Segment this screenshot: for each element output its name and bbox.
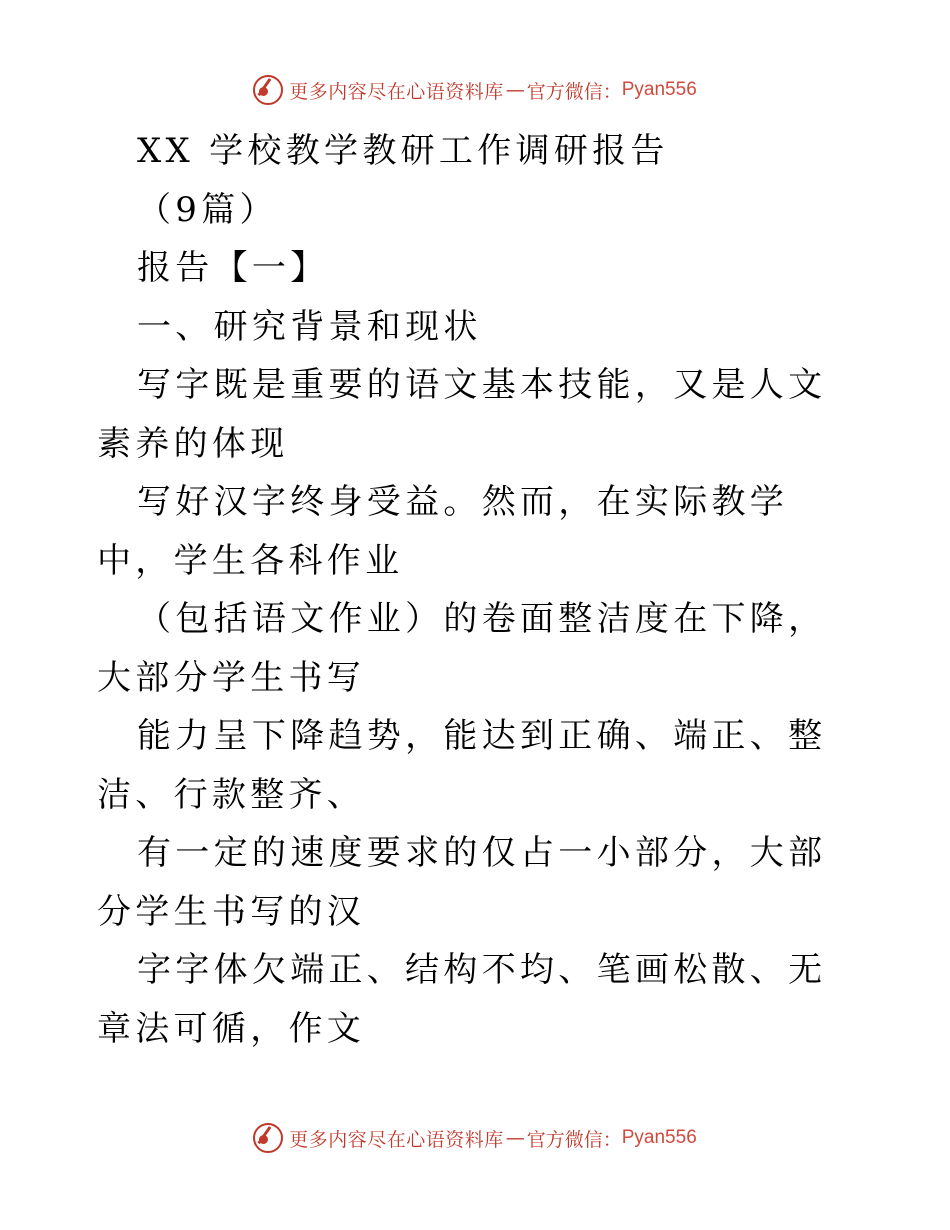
paragraph-line: 能力呈下降趋势，能达到正确、端正、整洁、行款整齐、 xyxy=(97,716,827,815)
wechat-label: 官方微信： xyxy=(526,1128,622,1151)
wechat-id: Pyan556 xyxy=(621,79,697,100)
report-label: 报告【一】 xyxy=(137,248,329,288)
watermark-dash: — xyxy=(505,79,525,101)
footer-watermark xyxy=(0,1118,950,1158)
paragraph-line: 字字体欠端正、结构不均、笔画松散、无章法可循，作文 xyxy=(97,950,827,1049)
section-heading: 一、研究背景和现状 xyxy=(137,306,482,347)
wechat-label: 官方微信： xyxy=(526,80,622,103)
document-subtitle: （9篇） xyxy=(137,189,278,230)
paragraph-line: 有一定的速度要求的仅占一小部分，大部分学生书写的汉 xyxy=(97,833,827,932)
pen-logo-icon xyxy=(253,1123,283,1153)
watermark-text: 更多内容尽在心语资料库 xyxy=(289,1128,504,1151)
pen-logo-icon xyxy=(253,75,283,105)
document-body xyxy=(97,122,857,1058)
paragraph-line: 写好汉字终身受益。然而，在实际教学中，学生各科作业 xyxy=(97,482,789,581)
watermark-dash: — xyxy=(505,1127,525,1149)
paragraph-line: 写字既是重要的语文基本技能，又是人文素养的体现 xyxy=(97,365,827,464)
header-watermark xyxy=(0,70,950,110)
paragraph-line: （包括语文作业）的卷面整洁度在下降，大部分学生书写 xyxy=(97,599,827,698)
watermark-text: 更多内容尽在心语资料库 xyxy=(289,80,504,103)
wechat-id: Pyan556 xyxy=(621,1127,697,1148)
document-title: XX 学校教学教研工作调研报告 xyxy=(137,131,669,171)
